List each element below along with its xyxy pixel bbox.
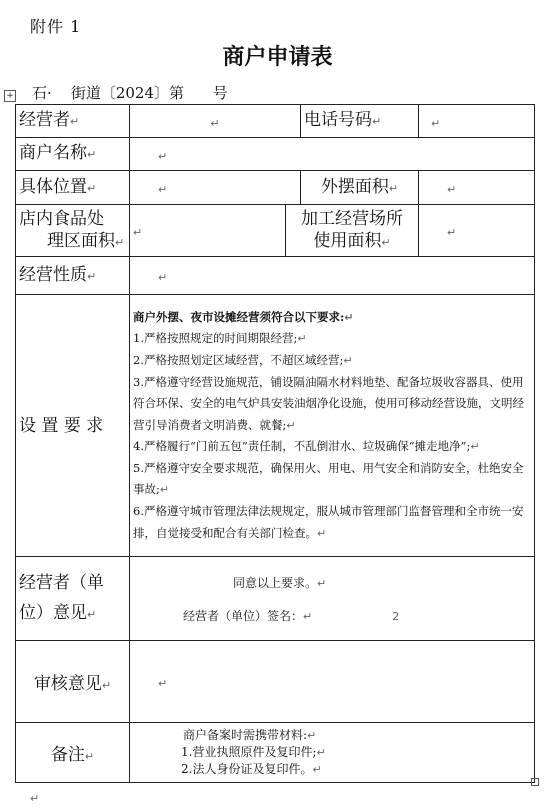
table-resize-handle-icon[interactable]	[531, 778, 539, 786]
review-field[interactable]	[130, 641, 535, 723]
paragraph-mark: ↵	[87, 607, 97, 621]
form-title: 商户申请表	[222, 44, 333, 70]
processing-area-label-line1: 加工经营场所	[301, 208, 403, 229]
document-number: 石· 街道〔2024〕第 号	[32, 84, 228, 102]
requirements-label-cell	[16, 295, 130, 557]
business-type-label: 经营性质	[19, 264, 87, 285]
end-paragraph-mark: ↵	[30, 792, 40, 805]
operator-label: 经营者	[19, 110, 70, 130]
requirements-label: 设 置 要 求	[19, 415, 104, 436]
paragraph-mark: ↵	[317, 526, 327, 540]
food-area-label-line2: 理区面积	[47, 230, 115, 251]
remarks-item: 2.法人身份证及复印件。	[181, 762, 313, 776]
location-label-cell	[16, 171, 130, 205]
paragraph-mark: ↵	[159, 483, 170, 497]
requirement-item: 2.严格按照划定区域经营，不超区域经营;	[133, 352, 344, 367]
location-label: 具体位置	[19, 176, 87, 197]
food-area-field[interactable]	[130, 205, 286, 257]
paragraph-mark: ↵	[158, 677, 168, 690]
paragraph-mark: ↵	[87, 269, 97, 283]
requirements-heading: 商户外摆、夜市设摊经营须符合以下要求:	[133, 309, 345, 324]
remarks-text-cell	[130, 723, 535, 783]
paragraph-mark: ↵	[447, 226, 457, 239]
paragraph-mark: ↵	[115, 235, 125, 249]
location-field[interactable]	[130, 171, 301, 205]
review-label-cell	[16, 641, 130, 723]
paragraph-mark: ↵	[84, 750, 95, 763]
merchant-name-label-cell	[16, 138, 130, 171]
requirement-item: 4.严格履行“门前五包”责任制，不乱倒泔水、垃圾确保“摊走地净”;	[133, 439, 471, 454]
paragraph-mark: ↵	[297, 332, 307, 346]
operator-opinion-label-cell	[16, 557, 130, 641]
paragraph-mark: ↵	[158, 149, 168, 163]
paragraph-mark: ↵	[87, 181, 97, 195]
signature-mark: 2	[392, 609, 400, 623]
operator-opinion-label-line2: 位）意见	[19, 602, 87, 623]
phone-label: 电话号码	[304, 110, 372, 130]
food-area-label-cell	[16, 205, 130, 257]
remarks-item: 1.营业执照原件及复印件;	[181, 745, 317, 759]
requirement-item: 3.严格遵守经营设施规范，铺设隔油隔水材料地垫、配备垃圾收容器具、使用符合环保、安全的电气炉具安装油烟净化设施，使用可移动经营设施，文明经营引导消费者文明消费、就餐;	[133, 374, 524, 432]
review-row	[16, 641, 535, 723]
paragraph-mark: ↵	[431, 116, 441, 130]
paragraph-mark: ↵	[158, 271, 168, 284]
processing-area-field[interactable]	[419, 205, 535, 257]
remarks-heading: 商户备案时需携带材料:	[183, 728, 308, 742]
operator-field[interactable]	[130, 105, 301, 138]
business-type-label-cell	[16, 257, 130, 295]
merchant-name-label: 商户名称	[19, 143, 87, 163]
paragraph-mark: ↵	[133, 226, 143, 239]
requirement-item: 5.严格遵守安全要求规范，确保用火、用电、用气安全和消防安全，杜绝安全事故;	[133, 460, 524, 497]
agree-statement: 同意以上要求。	[233, 575, 318, 590]
table-move-handle-icon[interactable]: +	[4, 90, 16, 102]
merchant-name-row	[16, 138, 535, 171]
requirement-item: 6.严格遵守城市管理法律法规规定，服从城市管理部门监督管理和全市统一安排，自觉接受和配合有关部门检查。	[133, 504, 524, 540]
operator-opinion-field[interactable]	[130, 557, 535, 641]
paragraph-mark: ↵	[70, 115, 80, 128]
requirement-item: 1.严格按照规定的时间期限经营;	[133, 331, 298, 346]
business-type-field[interactable]	[130, 257, 535, 295]
operator-opinion-row	[16, 557, 535, 641]
operator-opinion-label-line1: 经营者（单	[19, 572, 104, 593]
paragraph-mark: ↵	[303, 609, 313, 623]
requirements-row	[16, 295, 535, 557]
paragraph-mark: ↵	[87, 148, 97, 161]
business-type-row	[16, 257, 535, 295]
location-row	[16, 171, 535, 205]
paragraph-mark: ↵	[447, 183, 457, 196]
phone-label-cell	[301, 105, 419, 138]
paragraph-mark: ↵	[470, 440, 480, 454]
attachment-number: 附件 1	[30, 17, 82, 36]
processing-area-label-cell	[286, 205, 419, 257]
processing-area-label-line2: 使用面积	[313, 230, 382, 251]
remarks-row	[16, 723, 535, 783]
food-area-row	[16, 205, 535, 257]
paragraph-mark: ↵	[312, 763, 322, 776]
paragraph-mark: ↵	[343, 353, 353, 367]
outdoor-area-label: 外摆面积	[320, 176, 389, 197]
paragraph-mark: ↵	[158, 183, 168, 196]
remarks-label: 备注	[50, 745, 85, 765]
outdoor-area-label-cell	[301, 171, 419, 205]
paragraph-mark: ↵	[286, 418, 296, 432]
paragraph-mark: ↵	[316, 746, 326, 759]
food-area-label-line1: 店内食品处	[19, 208, 104, 229]
paragraph-mark: ↵	[372, 115, 382, 128]
operator-label-cell	[16, 105, 130, 138]
paragraph-mark: ↵	[381, 235, 391, 249]
signature-label: 经营者（单位）签名：	[183, 608, 304, 623]
paragraph-mark: ↵	[344, 310, 354, 324]
review-label: 审核意见	[33, 674, 102, 694]
phone-field[interactable]	[419, 105, 535, 138]
application-form-table	[15, 104, 535, 783]
merchant-name-field[interactable]	[130, 138, 535, 171]
paragraph-mark: ↵	[317, 576, 327, 590]
paragraph-mark: ↵	[210, 116, 220, 130]
requirements-text-cell	[130, 295, 535, 557]
outdoor-area-field[interactable]	[419, 171, 535, 205]
paragraph-mark: ↵	[307, 729, 317, 742]
operator-row	[16, 105, 535, 138]
remarks-label-cell	[16, 723, 130, 783]
paragraph-mark: ↵	[101, 679, 112, 692]
paragraph-mark: ↵	[388, 181, 399, 195]
